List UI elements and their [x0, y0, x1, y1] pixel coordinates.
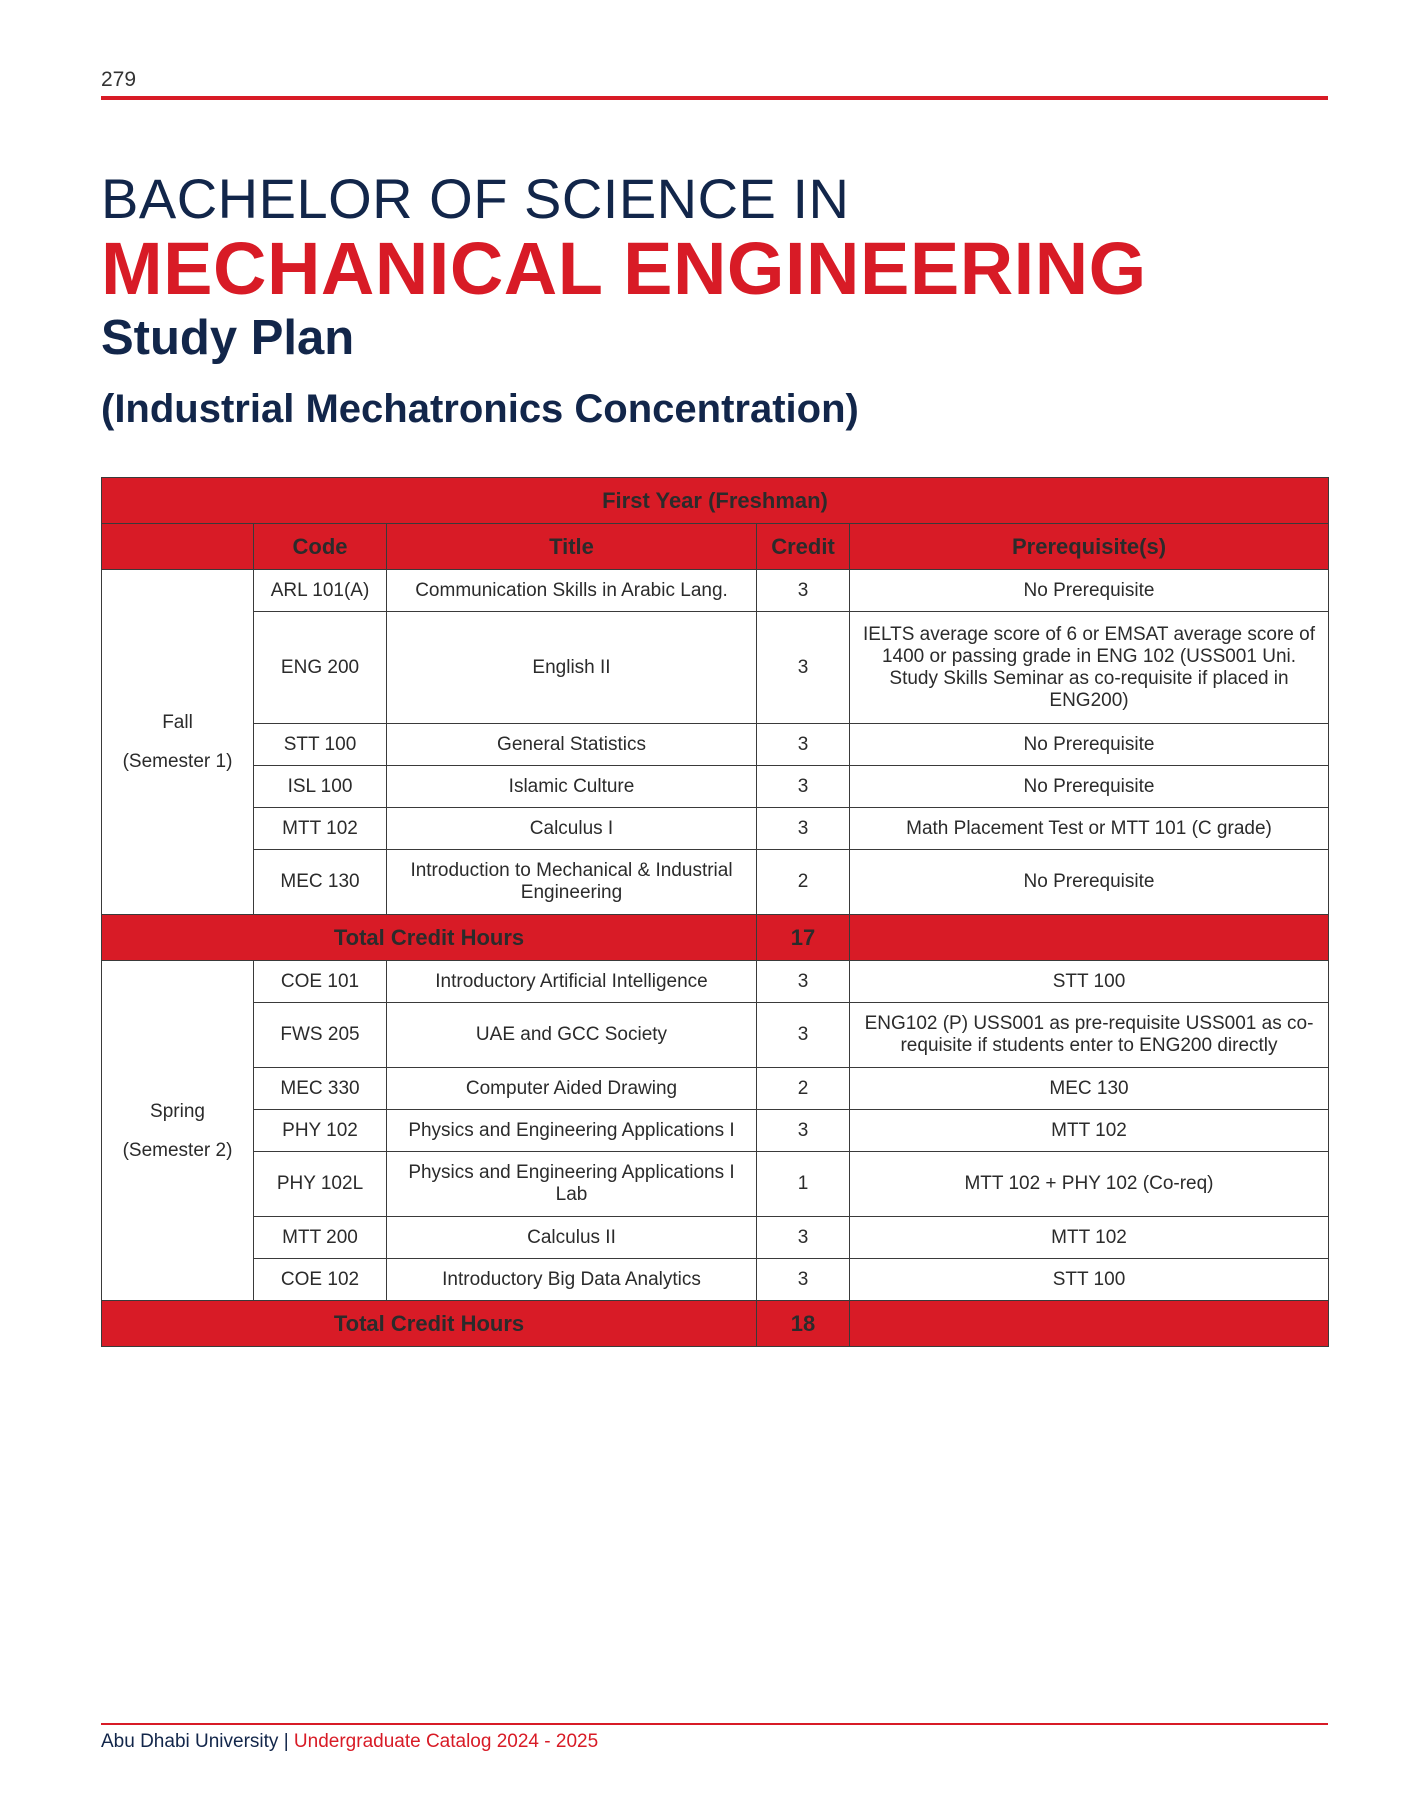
course-row [102, 1003, 1329, 1068]
course-code: PHY 102 [254, 1110, 387, 1152]
total-credit-blank [850, 915, 1329, 961]
course-row [102, 766, 1329, 808]
course-credit: 3 [757, 570, 850, 612]
course-code: ARL 101(A) [254, 570, 387, 612]
course-row [102, 1110, 1329, 1152]
course-prerequisite: No Prerequisite [850, 570, 1329, 612]
course-code: COE 102 [254, 1259, 387, 1301]
course-title: Calculus II [387, 1217, 757, 1259]
course-credit: 3 [757, 1217, 850, 1259]
course-title: UAE and GCC Society [387, 1003, 757, 1068]
course-title: Introductory Big Data Analytics [387, 1259, 757, 1301]
course-prerequisite: ENG102 (P) USS001 as pre-requisite USS001 as co-requisite if students enter to ENG200 directly [850, 1003, 1329, 1068]
footer-separator: | [283, 1731, 289, 1752]
course-prerequisite: IELTS average score of 6 or EMSAT average score of 1400 or passing grade in ENG 102 (USS001 Uni. Study Skills Seminar as co-requisite if placed in ENG200) [850, 612, 1329, 724]
prereq-column-header: Prerequisite(s) [850, 524, 1329, 570]
course-credit: 3 [757, 961, 850, 1003]
course-row [102, 1152, 1329, 1217]
course-code: FWS 205 [254, 1003, 387, 1068]
course-title: English II [387, 612, 757, 724]
course-code: ISL 100 [254, 766, 387, 808]
footer-divider [101, 1723, 1328, 1725]
course-title: Physics and Engineering Applications I [387, 1110, 757, 1152]
total-credit-label: Total Credit Hours [102, 1301, 757, 1347]
course-prerequisite: Math Placement Test or MTT 101 (C grade) [850, 808, 1329, 850]
course-prerequisite: MTT 102 [850, 1217, 1329, 1259]
code-column-header: Code [254, 524, 387, 570]
course-title: Physics and Engineering Applications I Lab [387, 1152, 757, 1217]
semester-column-header [102, 524, 254, 570]
course-row [102, 724, 1329, 766]
degree-title: BACHELOR OF SCIENCE IN [101, 167, 850, 230]
total-credit-value: 18 [757, 1301, 850, 1347]
course-code: MEC 330 [254, 1068, 387, 1110]
course-credit: 3 [757, 1259, 850, 1301]
course-prerequisite: MTT 102 + PHY 102 (Co-req) [850, 1152, 1329, 1217]
course-code: ENG 200 [254, 612, 387, 724]
course-code: COE 101 [254, 961, 387, 1003]
study-plan-title: Study Plan [101, 311, 355, 365]
concentration-title: (Industrial Mechatronics Concentration) [101, 387, 859, 431]
semester-label [102, 570, 254, 915]
course-prerequisite: STT 100 [850, 1259, 1329, 1301]
course-title: Calculus I [387, 808, 757, 850]
course-row [102, 961, 1329, 1003]
course-row [102, 850, 1329, 915]
course-credit: 2 [757, 850, 850, 915]
course-prerequisite: MEC 130 [850, 1068, 1329, 1110]
course-credit: 3 [757, 612, 850, 724]
course-credit: 3 [757, 766, 850, 808]
program-title: MECHANICAL ENGINEERING [101, 227, 1147, 310]
course-row [102, 1217, 1329, 1259]
header-divider [101, 96, 1328, 100]
total-credit-row [102, 1301, 1329, 1347]
total-credit-blank [850, 1301, 1329, 1347]
course-code: MEC 130 [254, 850, 387, 915]
course-prerequisite: MTT 102 [850, 1110, 1329, 1152]
course-prerequisite: STT 100 [850, 961, 1329, 1003]
credit-column-header: Credit [757, 524, 850, 570]
total-credit-value: 17 [757, 915, 850, 961]
page-heading [101, 166, 1147, 434]
page-number: 279 [101, 68, 137, 91]
total-credit-row [102, 915, 1329, 961]
course-code: PHY 102L [254, 1152, 387, 1217]
semester-label [102, 961, 254, 1301]
semester-number: (Semester 2) [122, 1139, 233, 1161]
course-row [102, 808, 1329, 850]
semester-name: Spring [150, 1100, 205, 1122]
course-credit: 3 [757, 1003, 850, 1068]
footer-university: Abu Dhabi University [101, 1731, 279, 1752]
course-title: Computer Aided Drawing [387, 1068, 757, 1110]
course-title: Introduction to Mechanical & Industrial Engineering [387, 850, 757, 915]
column-header-row [102, 524, 1329, 570]
semester-name: Fall [162, 712, 193, 733]
total-credit-label: Total Credit Hours [102, 915, 757, 961]
course-title: Communication Skills in Arabic Lang. [387, 570, 757, 612]
course-title: General Statistics [387, 724, 757, 766]
year-header-row [102, 478, 1329, 524]
page-footer [101, 1731, 598, 1753]
title-column-header: Title [387, 524, 757, 570]
course-row [102, 612, 1329, 724]
course-credit: 3 [757, 724, 850, 766]
course-row [102, 570, 1329, 612]
course-title: Introductory Artificial Intelligence [387, 961, 757, 1003]
course-prerequisite: No Prerequisite [850, 850, 1329, 915]
course-code: MTT 200 [254, 1217, 387, 1259]
course-code: MTT 102 [254, 808, 387, 850]
year-title: First Year (Freshman) [102, 478, 1329, 524]
course-credit: 3 [757, 808, 850, 850]
course-credit: 1 [757, 1152, 850, 1217]
course-credit: 2 [757, 1068, 850, 1110]
course-row [102, 1068, 1329, 1110]
semester-number: (Semester 1) [122, 751, 233, 772]
footer-catalog: Undergraduate Catalog 2024 - 2025 [293, 1731, 599, 1752]
course-title: Islamic Culture [387, 766, 757, 808]
study-plan-table [101, 477, 1329, 1347]
course-prerequisite: No Prerequisite [850, 766, 1329, 808]
course-row [102, 1259, 1329, 1301]
course-credit: 3 [757, 1110, 850, 1152]
course-code: STT 100 [254, 724, 387, 766]
course-prerequisite: No Prerequisite [850, 724, 1329, 766]
